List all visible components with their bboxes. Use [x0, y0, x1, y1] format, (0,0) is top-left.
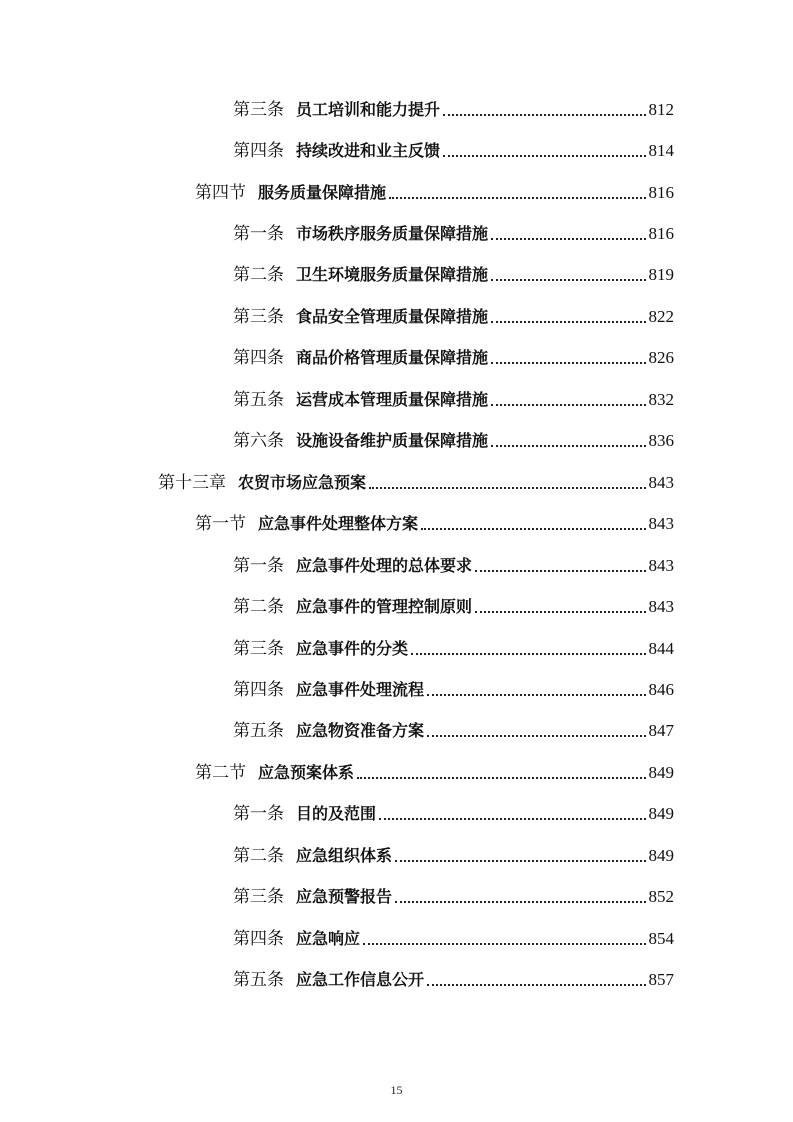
toc-entry-page: 843: [648, 514, 674, 533]
toc-entry-number: 第二条: [233, 265, 284, 284]
toc-entry[interactable]: [233, 636, 674, 660]
toc-entry-number: 第十三章: [158, 473, 226, 492]
toc-entry[interactable]: [233, 677, 674, 701]
toc-entry-number: 第三条: [233, 639, 284, 658]
toc-entry-title: 应急事件处理流程: [296, 680, 425, 699]
toc-entry-number: 第一条: [233, 224, 284, 243]
page-number: 15: [390, 1083, 403, 1097]
toc-entry[interactable]: [233, 304, 674, 328]
toc-entry-title: 应急预警报告: [296, 887, 393, 906]
toc-entry-page: 847: [648, 721, 674, 740]
toc-entry-number: 第六条: [233, 431, 284, 450]
toc-entry-number: 第四条: [233, 929, 284, 948]
toc-entry-number: 第三条: [233, 887, 284, 906]
dot-leader: [427, 984, 645, 986]
toc-entry-page: 843: [648, 597, 674, 616]
toc-entry-page: 816: [648, 224, 674, 243]
toc-entry-number: 第一条: [233, 556, 284, 575]
toc-entry-title: 运营成本管理质量保障措施: [296, 390, 489, 409]
toc-entry-title: 应急组织体系: [296, 846, 393, 865]
toc-entry[interactable]: [233, 801, 674, 825]
toc-entry-title: 食品安全管理质量保障措施: [296, 307, 489, 326]
toc-entry-number: 第三条: [233, 307, 284, 326]
toc-entry[interactable]: [233, 138, 674, 162]
dot-leader: [395, 901, 645, 903]
toc-entry-number: 第四节: [195, 183, 246, 202]
toc-entry[interactable]: [233, 221, 674, 245]
toc-entry-page: 819: [648, 265, 674, 284]
toc-entry-title: 市场秩序服务质量保障措施: [296, 224, 489, 243]
dot-leader: [427, 694, 645, 696]
toc-entry-title: 服务质量保障措施: [258, 183, 387, 202]
dot-leader: [491, 279, 645, 281]
toc-entry[interactable]: [233, 594, 674, 618]
toc-entry-title: 应急预案体系: [258, 763, 355, 782]
dot-leader: [427, 735, 645, 737]
toc-entry-number: 第三条: [233, 100, 284, 119]
toc-entry-page: 816: [648, 183, 674, 202]
toc-entry-title: 应急事件处理整体方案: [258, 514, 419, 533]
toc-entry[interactable]: [233, 967, 674, 991]
toc-entry-title: 员工培训和能力提升: [296, 100, 441, 119]
dot-leader: [379, 818, 645, 820]
toc-entry-number: 第一节: [195, 514, 246, 533]
toc-entry-page: 843: [648, 473, 674, 492]
toc-entry-page: 849: [648, 804, 674, 823]
toc-entry[interactable]: [233, 843, 674, 867]
dot-leader: [389, 197, 645, 199]
toc-entry[interactable]: [233, 97, 674, 121]
toc-entry-page: 844: [648, 639, 674, 658]
toc-entry-title: 卫生环境服务质量保障措施: [296, 265, 489, 284]
toc-entry-number: 第五条: [233, 970, 284, 989]
toc-entry-number: 第四条: [233, 141, 284, 160]
toc-entry-number: 第一条: [233, 804, 284, 823]
toc-entry-number: 第五条: [233, 390, 284, 409]
toc-entry-page: 814: [648, 141, 674, 160]
toc-entry-title: 设施设备维护质量保障措施: [296, 431, 489, 450]
toc-entry-number: 第四条: [233, 680, 284, 699]
toc-entry-title: 应急事件的管理控制原则: [296, 597, 473, 616]
toc-entry-title: 农贸市场应急预案: [238, 473, 367, 492]
toc-entry-number: 第二条: [233, 597, 284, 616]
dot-leader: [491, 238, 645, 240]
toc-entry-title: 应急事件的分类: [296, 639, 409, 658]
dot-leader: [421, 528, 645, 530]
toc-entry[interactable]: [233, 345, 674, 369]
dot-leader: [491, 362, 645, 364]
toc-entry-page: 849: [648, 763, 674, 782]
toc-entry-page: 843: [648, 556, 674, 575]
toc-entry-title: 应急事件处理的总体要求: [296, 556, 473, 575]
toc-entry-title: 商品价格管理质量保障措施: [296, 348, 489, 367]
toc-entry[interactable]: [195, 180, 674, 204]
dot-leader: [395, 860, 645, 862]
toc-entry-title: 应急响应: [296, 929, 361, 948]
toc-entry-page: 846: [648, 680, 674, 699]
dot-leader: [491, 321, 645, 323]
dot-leader: [491, 445, 645, 447]
toc-entry-page: 826: [648, 348, 674, 367]
toc-entry-page: 854: [648, 929, 674, 948]
toc-entry-page: 832: [648, 390, 674, 409]
toc-entry-page: 822: [648, 307, 674, 326]
dot-leader: [491, 404, 645, 406]
toc-entry[interactable]: [233, 884, 674, 908]
toc-entry[interactable]: [233, 428, 674, 452]
dot-leader: [369, 487, 645, 489]
dot-leader: [411, 653, 645, 655]
toc-entry[interactable]: [233, 387, 674, 411]
toc-entry-number: 第二节: [195, 763, 246, 782]
dot-leader: [363, 943, 645, 945]
toc-entry-page: 812: [648, 100, 674, 119]
dot-leader: [443, 155, 645, 157]
toc-entry[interactable]: [233, 553, 674, 577]
toc-entry-title: 持续改进和业主反馈: [296, 141, 441, 160]
toc-entry-page: 857: [648, 970, 674, 989]
dot-leader: [443, 114, 645, 116]
toc-entry-number: 第四条: [233, 348, 284, 367]
toc-entry-page: 836: [648, 431, 674, 450]
toc-entry-title: 目的及范围: [296, 804, 377, 823]
toc-entry-number: 第五条: [233, 721, 284, 740]
toc-entry-title: 应急工作信息公开: [296, 970, 425, 989]
toc-entry-title: 应急物资准备方案: [296, 721, 425, 740]
toc-entry-page: 852: [648, 887, 674, 906]
toc-entry[interactable]: [158, 470, 674, 494]
toc-entry[interactable]: [233, 262, 674, 286]
dot-leader: [475, 570, 645, 572]
toc-entry[interactable]: [195, 760, 674, 784]
toc-entry-page: 849: [648, 846, 674, 865]
toc-entry[interactable]: [195, 511, 674, 535]
dot-leader: [357, 777, 645, 779]
toc-entry[interactable]: [233, 926, 674, 950]
dot-leader: [475, 611, 645, 613]
toc-entry[interactable]: [233, 718, 674, 742]
toc-entry-number: 第二条: [233, 846, 284, 865]
